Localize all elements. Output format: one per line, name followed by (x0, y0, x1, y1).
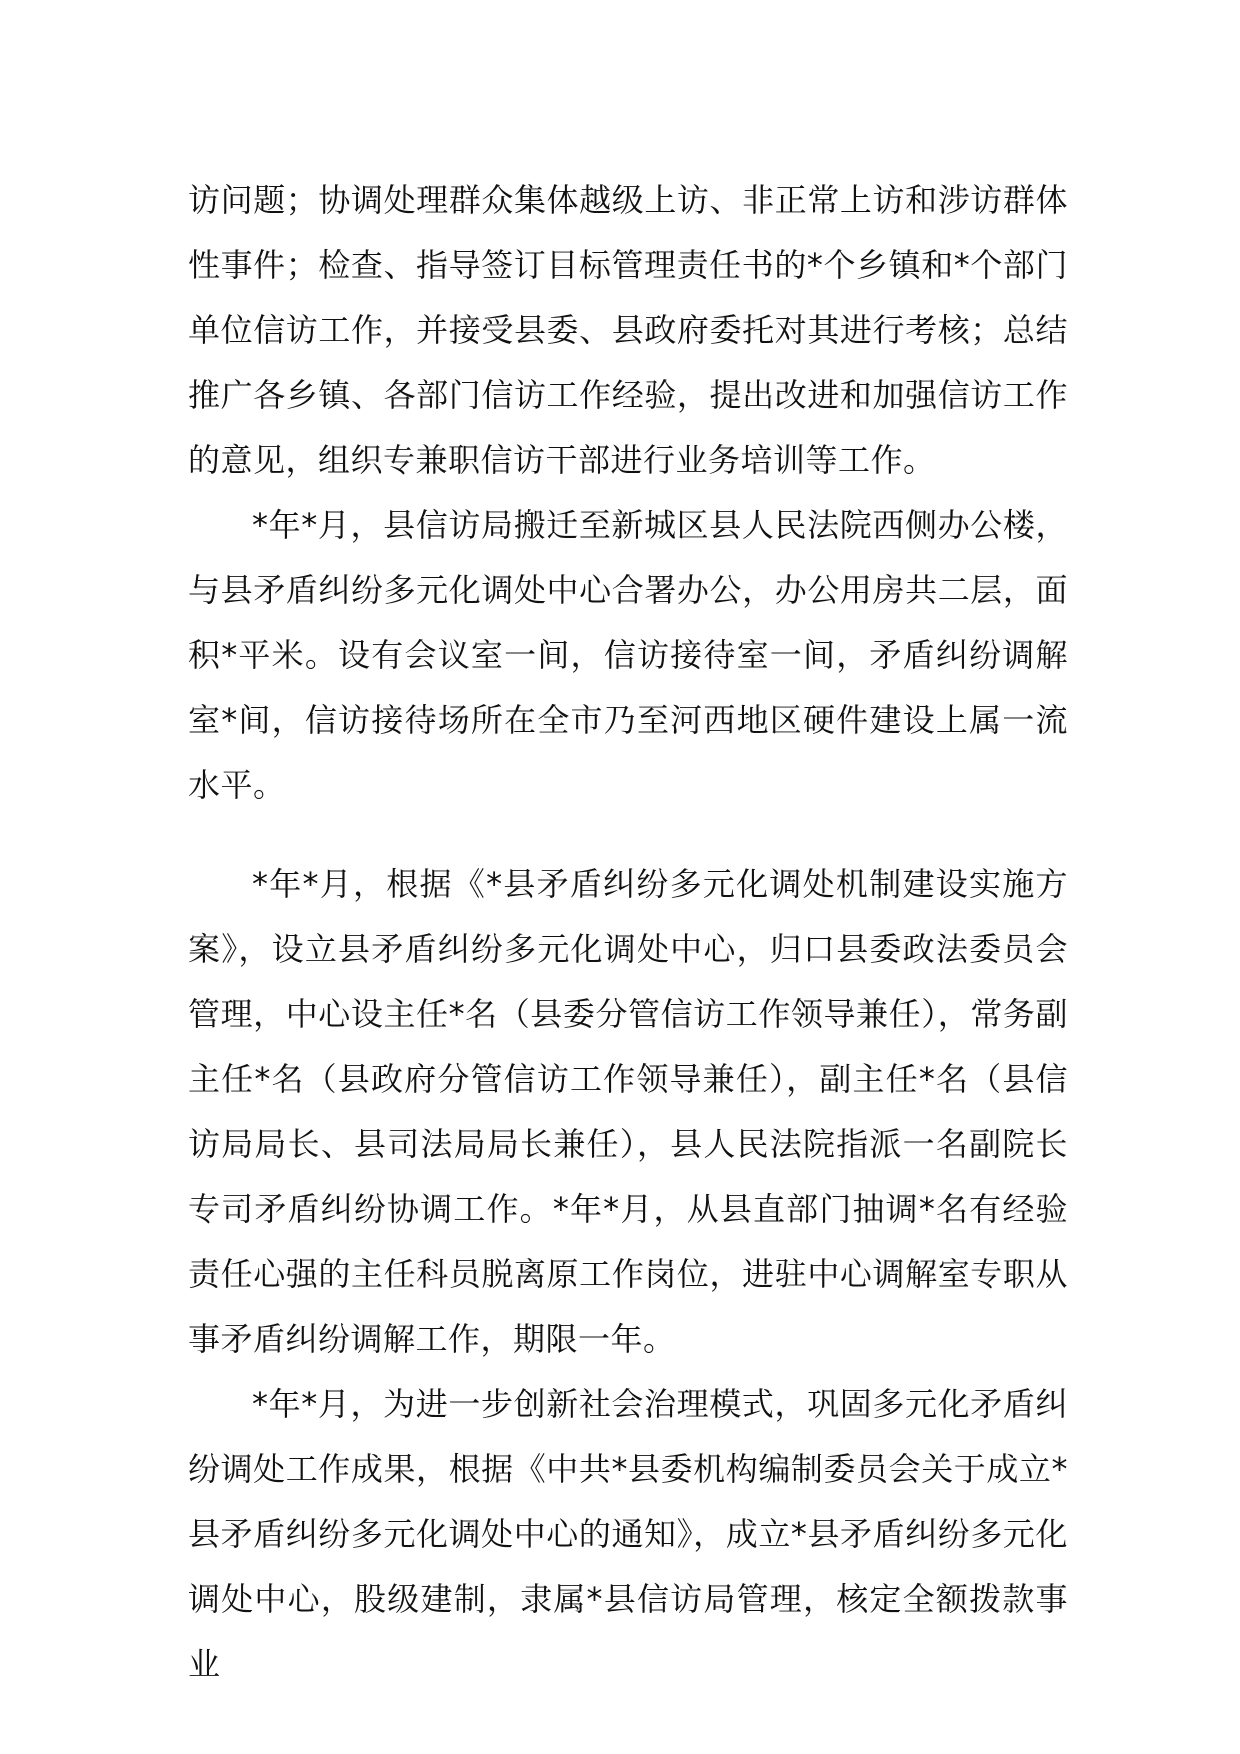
paragraph-2: *年*月，县信访局搬迁至新城区县人民法院西侧办公楼，与县矛盾纠纷多元化调处中心合署办公，办公用房共二层，面积*平米。设有会议室一间，信访接待室一间，矛盾纠纷调解室*间，信访接待场所在全市乃至河西地区硬件建设上属一流水平。 (188, 506, 1068, 804)
paragraph-3: *年*月，根据《*县矛盾纠纷多元化调处机制建设实施方案》，设立县矛盾纠纷多元化调处中心，归口县委政法委员会管理，中心设主任*名（县委分管信访工作领导兼任），常务副主任*名（县政府分管信访工作领导兼任），副主任*名（县信访局局长、县司法局局长兼任），县人民法院指派一名副院长专司矛盾纠纷协调工作。*年*月，从县直部门抽调*名有经验责任心强的主任科员脱离原工作岗位，进驻中心调解室专职从事矛盾纠纷调解工作，期限一年。 (188, 865, 1068, 1358)
paragraph-1: 访问题；协调处理群众集体越级上访、非正常上访和涉访群体性事件；检查、指导签订目标管理责任书的*个乡镇和*个部门单位信访工作，并接受县委、县政府委托对其进行考核；总结推广各乡镇、各部门信访工作经验，提出改进和加强信访工作的意见，组织专兼职信访干部进行业务培训等工作。 (188, 181, 1068, 479)
paragraph-4: *年*月，为进一步创新社会治理模式，巩固多元化矛盾纠纷调处工作成果，根据《中共*县委机构编制委员会关于成立*县矛盾纠纷多元化调处中心的通知》，成立*县矛盾纠纷多元化调处中心，股级建制，隶属*县信访局管理，核定全额拨款事业 (188, 1385, 1068, 1683)
document-body (188, 168, 1068, 1697)
